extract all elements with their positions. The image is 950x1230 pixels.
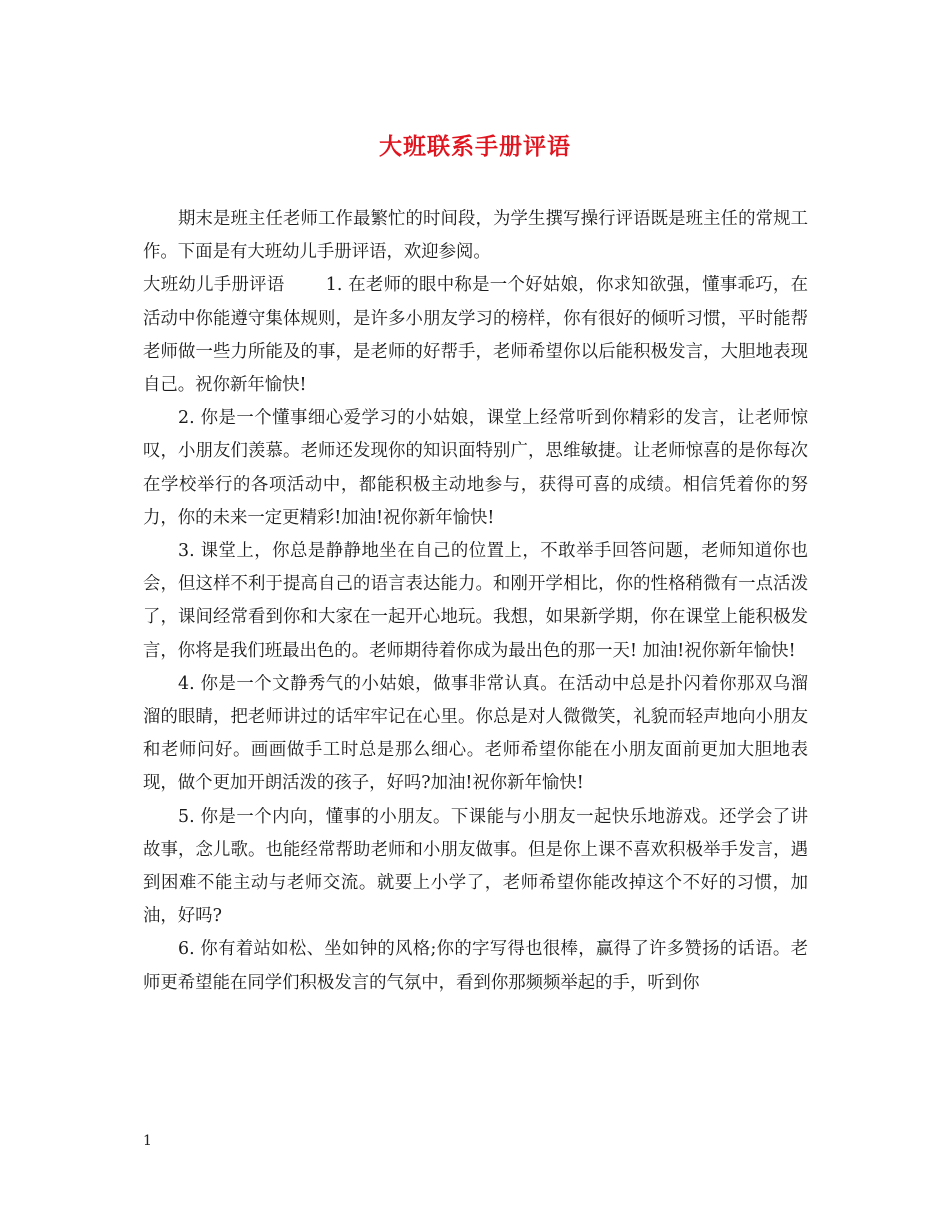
comment-paragraph-6: 6. 你有着站如松、坐如钟的风格;你的字写得也很棒，赢得了许多赞扬的话语。老师更希望能在同学们积极发言的气氛中，看到你那频频举起的手，听到你 (143, 939, 808, 993)
page-number: 1 (143, 1133, 152, 1149)
comment-paragraph-3: 3. 课堂上，你总是静静地坐在自己的位置上，不敢举手回答问题，老师知道你也会，但这样不利于提高自己的语言表达能力。和刚开学相比，你的性格稍微有一点活泼了，课间经常看到你和大家在一起开心地玩。我想，如果新学期，你在课堂上能积极发言，你将是我们班最出色的。老师期待着你成为最出色的那一天! 加油!祝你新年愉快! (143, 541, 808, 661)
intro-paragraph: 期末是班主任老师工作最繁忙的时间段，为学生撰写操行评语既是班主任的常规工作。下面是有大班幼儿手册评语，欢迎参阅。 (143, 209, 808, 263)
comment-paragraph-1: 大班幼儿手册评语 1. 在老师的眼中称是一个好姑娘，你求知欲强，懂事乖巧，在活动中你能遵守集体规则，是许多小朋友学习的榜样，你有很好的倾听习惯，平时能帮老师做一些力所能及的事，是老师的好帮手，老师希望你以后能积极发言，大胆地表现自己。祝你新年愉快! (143, 275, 808, 396)
comment-paragraph-5: 5. 你是一个内向，懂事的小朋友。下课能与小朋友一起快乐地游戏。还学会了讲故事，念儿歌。也能经常帮助老师和小朋友做事。但是你上课不喜欢积极举手发言，遇到困难不能主动与老师交流。就要上小学了，老师希望你能改掉这个不好的习惯，加油，好吗? (143, 806, 808, 927)
comment-paragraph-2: 2. 你是一个懂事细心爱学习的小姑娘，课堂上经常听到你精彩的发言，让老师惊叹，小朋友们羡慕。老师还发现你的知识面特别广，思维敏捷。让老师惊喜的是你每次在学校举行的各项活动中，都能积极主动地参与，获得可喜的成绩。相信凭着你的努力，你的未来一定更精彩!加油!祝你新年愉快! (143, 408, 808, 528)
document-body (143, 203, 808, 1000)
document-title: 大班联系手册评语 (379, 133, 571, 160)
comment-paragraph-4: 4. 你是一个文静秀气的小姑娘，做事非常认真。在活动中总是扑闪着你那双乌溜溜的眼睛，把老师讲过的话牢牢记在心里。你总是对人微微笑，礼貌而轻声地向小朋友和老师问好。画画做手工时总是那么细心。老师希望你能在小朋友面前更加大胆地表现，做个更加开朗活泼的孩子，好吗?加油!祝你新年愉快! (143, 673, 808, 794)
